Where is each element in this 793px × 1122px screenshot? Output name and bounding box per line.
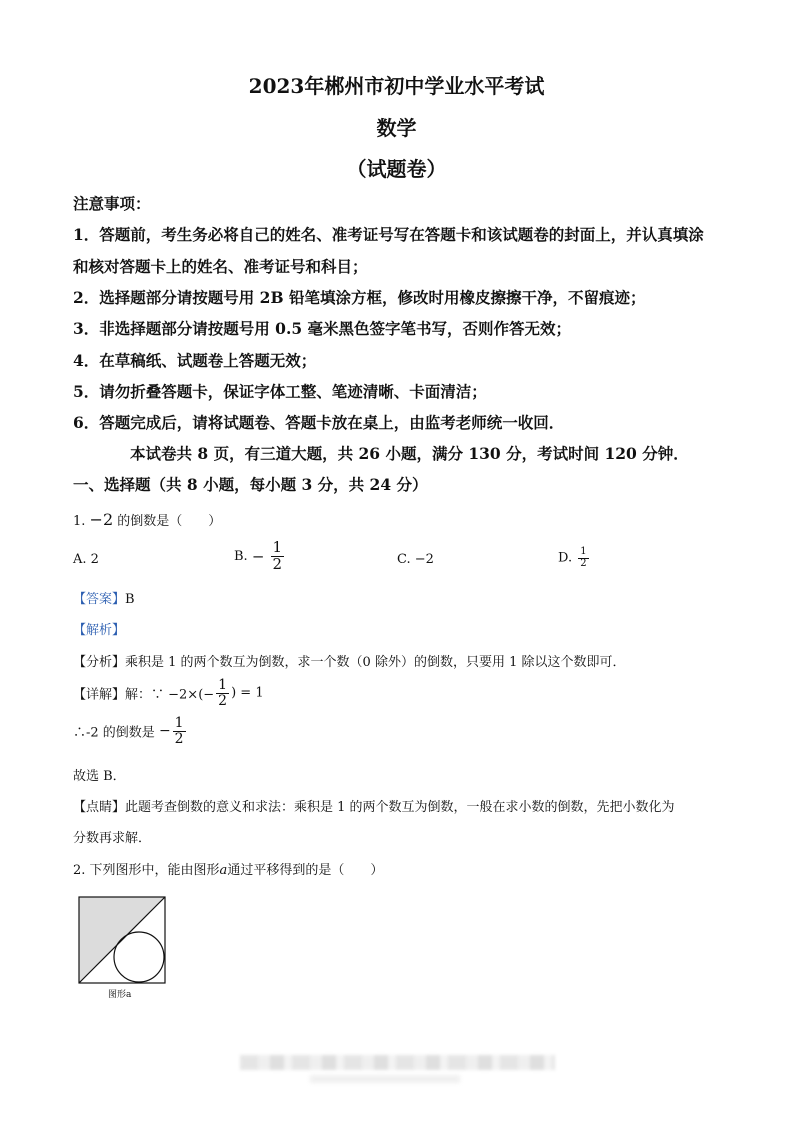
- xiangjie-line: [73, 678, 264, 708]
- notice-item-6: 6．答题完成后，请将试题卷、答题卡放在桌上，由监考老师统一收回．: [73, 413, 565, 432]
- notice-heading: 注意事项：: [73, 194, 151, 213]
- option-b-sign: −: [251, 547, 265, 566]
- fraction-numerator: 1: [218, 677, 228, 693]
- notice-item-3: 3．非选择题部分请按题号用 0.5 毫米黑色签字笔书写，否则作答无效；: [73, 319, 572, 338]
- question-expression: −2: [89, 510, 114, 529]
- xiangjie-fraction: [216, 678, 229, 708]
- notice-item-1b: 和核对答题卡上的姓名、准考证号和科目；: [73, 257, 368, 276]
- figure-a: [78, 896, 168, 986]
- notice-item-1a: 1．答题前，考生务必将自己的姓名、准考证号写在答题卡和该试题卷的封面上，并认真填涂: [73, 225, 704, 244]
- therefore-line: [73, 716, 188, 746]
- fenxi-line: [73, 651, 626, 670]
- therefore-sign: −: [158, 723, 171, 740]
- exam-summary: 本试卷共 8 页，有三道大题，共 26 小题，满分 130 分，考试时间 120 分钟．: [130, 444, 689, 463]
- fraction-numerator: 1: [174, 715, 184, 731]
- question-2: [73, 859, 383, 878]
- answer-line: [73, 588, 135, 607]
- xiangjie-tag: 【详解】: [73, 687, 126, 703]
- dianjing-line: [73, 796, 675, 815]
- exam-title: 2023年郴州市初中学业水平考试: [248, 74, 545, 98]
- fraction-denominator: 2: [218, 692, 228, 709]
- option-d-fraction: [578, 547, 588, 569]
- question-2-stem-b: 通过平移得到的是（ ）: [227, 863, 384, 878]
- question-stem: 的倒数是（ ）: [117, 514, 222, 529]
- section-1-heading: 一、选择题（共 8 小题，每小题 3 分，共 24 分）: [73, 475, 428, 494]
- dianjing-tag: 【点睛】: [73, 800, 126, 815]
- choose-line: 故选 B．: [73, 769, 126, 784]
- fraction-numerator: 1: [272, 538, 283, 556]
- option-d-label: D.: [558, 550, 573, 566]
- xiangjie-expr-post: ) = 1: [231, 685, 264, 701]
- xiangjie-expr-pre: 解：∵ −2×(−: [125, 687, 215, 703]
- question-number: 1.: [73, 514, 86, 529]
- option-b-fraction: [271, 540, 285, 573]
- question-1: [73, 510, 221, 529]
- therefore-fraction: [173, 716, 186, 746]
- notice-item-2: 2．选择题部分请按题号用 2B 铅笔填涂方框，修改时用橡皮擦擦干净，不留痕迹；: [73, 288, 646, 307]
- question-2-stem-a: 2. 下列图形中，能由图形: [73, 863, 220, 878]
- fraction-denominator: 2: [580, 557, 587, 569]
- fenxi-tag: 【分析】: [73, 655, 126, 670]
- notice-item-4: 4．在草稿纸、试题卷上答题无效；: [73, 351, 317, 370]
- fraction-denominator: 2: [272, 554, 283, 573]
- answer-value: B: [125, 592, 135, 607]
- question-2-variable: a: [219, 863, 228, 878]
- analysis-tag: 【解析】: [73, 623, 126, 638]
- fraction-numerator: 1: [580, 546, 587, 557]
- paper-type: （试题卷）: [346, 157, 447, 181]
- therefore-text: ∴-2 的倒数是: [73, 725, 155, 741]
- option-b: [234, 540, 286, 573]
- option-c: C. −2: [397, 552, 434, 567]
- answer-tag: 【答案】: [73, 592, 126, 607]
- option-d: [558, 547, 591, 569]
- blurred-watermark: [240, 1055, 555, 1070]
- dianjing-line-2: 分数再求解．: [73, 831, 152, 846]
- option-b-label: B.: [234, 548, 248, 564]
- exam-subject: 数学: [376, 116, 417, 140]
- fenxi-text: 乘积是 1 的两个数互为倒数，求一个数（0 除外）的倒数，只要用 1 除以这个数即可．: [125, 655, 626, 670]
- notice-item-5: 5．请勿折叠答题卡，保证字体工整、笔迹清晰、卡面清洁；: [73, 382, 487, 401]
- option-a: A. 2: [73, 552, 99, 567]
- blurred-watermark-2: [310, 1075, 460, 1083]
- fraction-denominator: 2: [174, 730, 184, 747]
- figure-a-caption: 图形a: [108, 990, 132, 1000]
- dianjing-text: 此题考查倒数的意义和求法：乘积是 1 的两个数互为倒数，一般在求小数的倒数，先把小数化为: [125, 800, 675, 815]
